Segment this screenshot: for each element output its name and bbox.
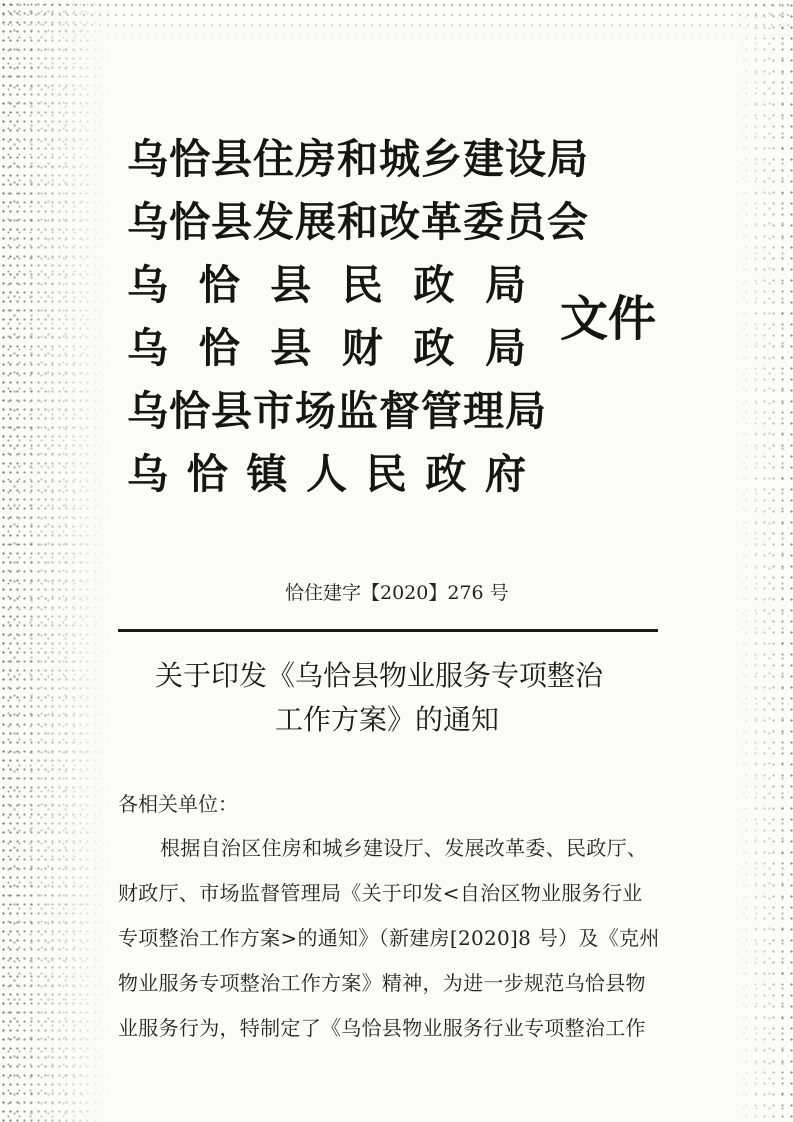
body-line: 专项整治工作方案>的通知》（新建房[2020]8 号）及《克州 [118,926,660,950]
body-line: 根据自治区住房和城乡建设厅、发展改革委、民政厅、 [160,836,648,860]
body-paragraph [118,826,662,1051]
body-line: 物业服务专项整治工作方案》精神，为进一步规范乌恰县物 [118,971,646,995]
salutation: 各相关单位： [118,792,238,816]
body-line: 业服务行为，特制定了《乌恰县物业服务行业专项整治工作 [118,1016,646,1040]
header-divider [118,629,658,632]
agency-name: 乌 恰 县 财 政 局 [127,324,527,372]
document-suffix: 文件 [560,291,657,347]
agency-name: 乌恰县住房和城乡建设局 [127,135,589,183]
agency-name: 乌恰县发展和改革委员会 [127,198,589,246]
document-title [115,654,675,742]
body-line: 财政厅、市场监督管理局《关于印发<自治区物业服务行业 [118,881,643,905]
title-line: 关于印发《乌恰县物业服务专项整治 [155,659,604,692]
document-number: 恰住建字【2020】276 号 [285,582,509,604]
issuing-agencies [127,128,589,506]
scan-noise-left [0,0,110,1122]
title-line: 工作方案》的通知 [275,703,500,736]
scan-noise-right [733,0,793,1122]
agency-name: 乌恰县市场监督管理局 [127,387,547,435]
agency-name: 乌 恰 县 民 政 局 [127,261,527,309]
scan-noise-top [0,0,793,40]
agency-name: 乌 恰 镇 人 民 政 府 [127,450,527,498]
